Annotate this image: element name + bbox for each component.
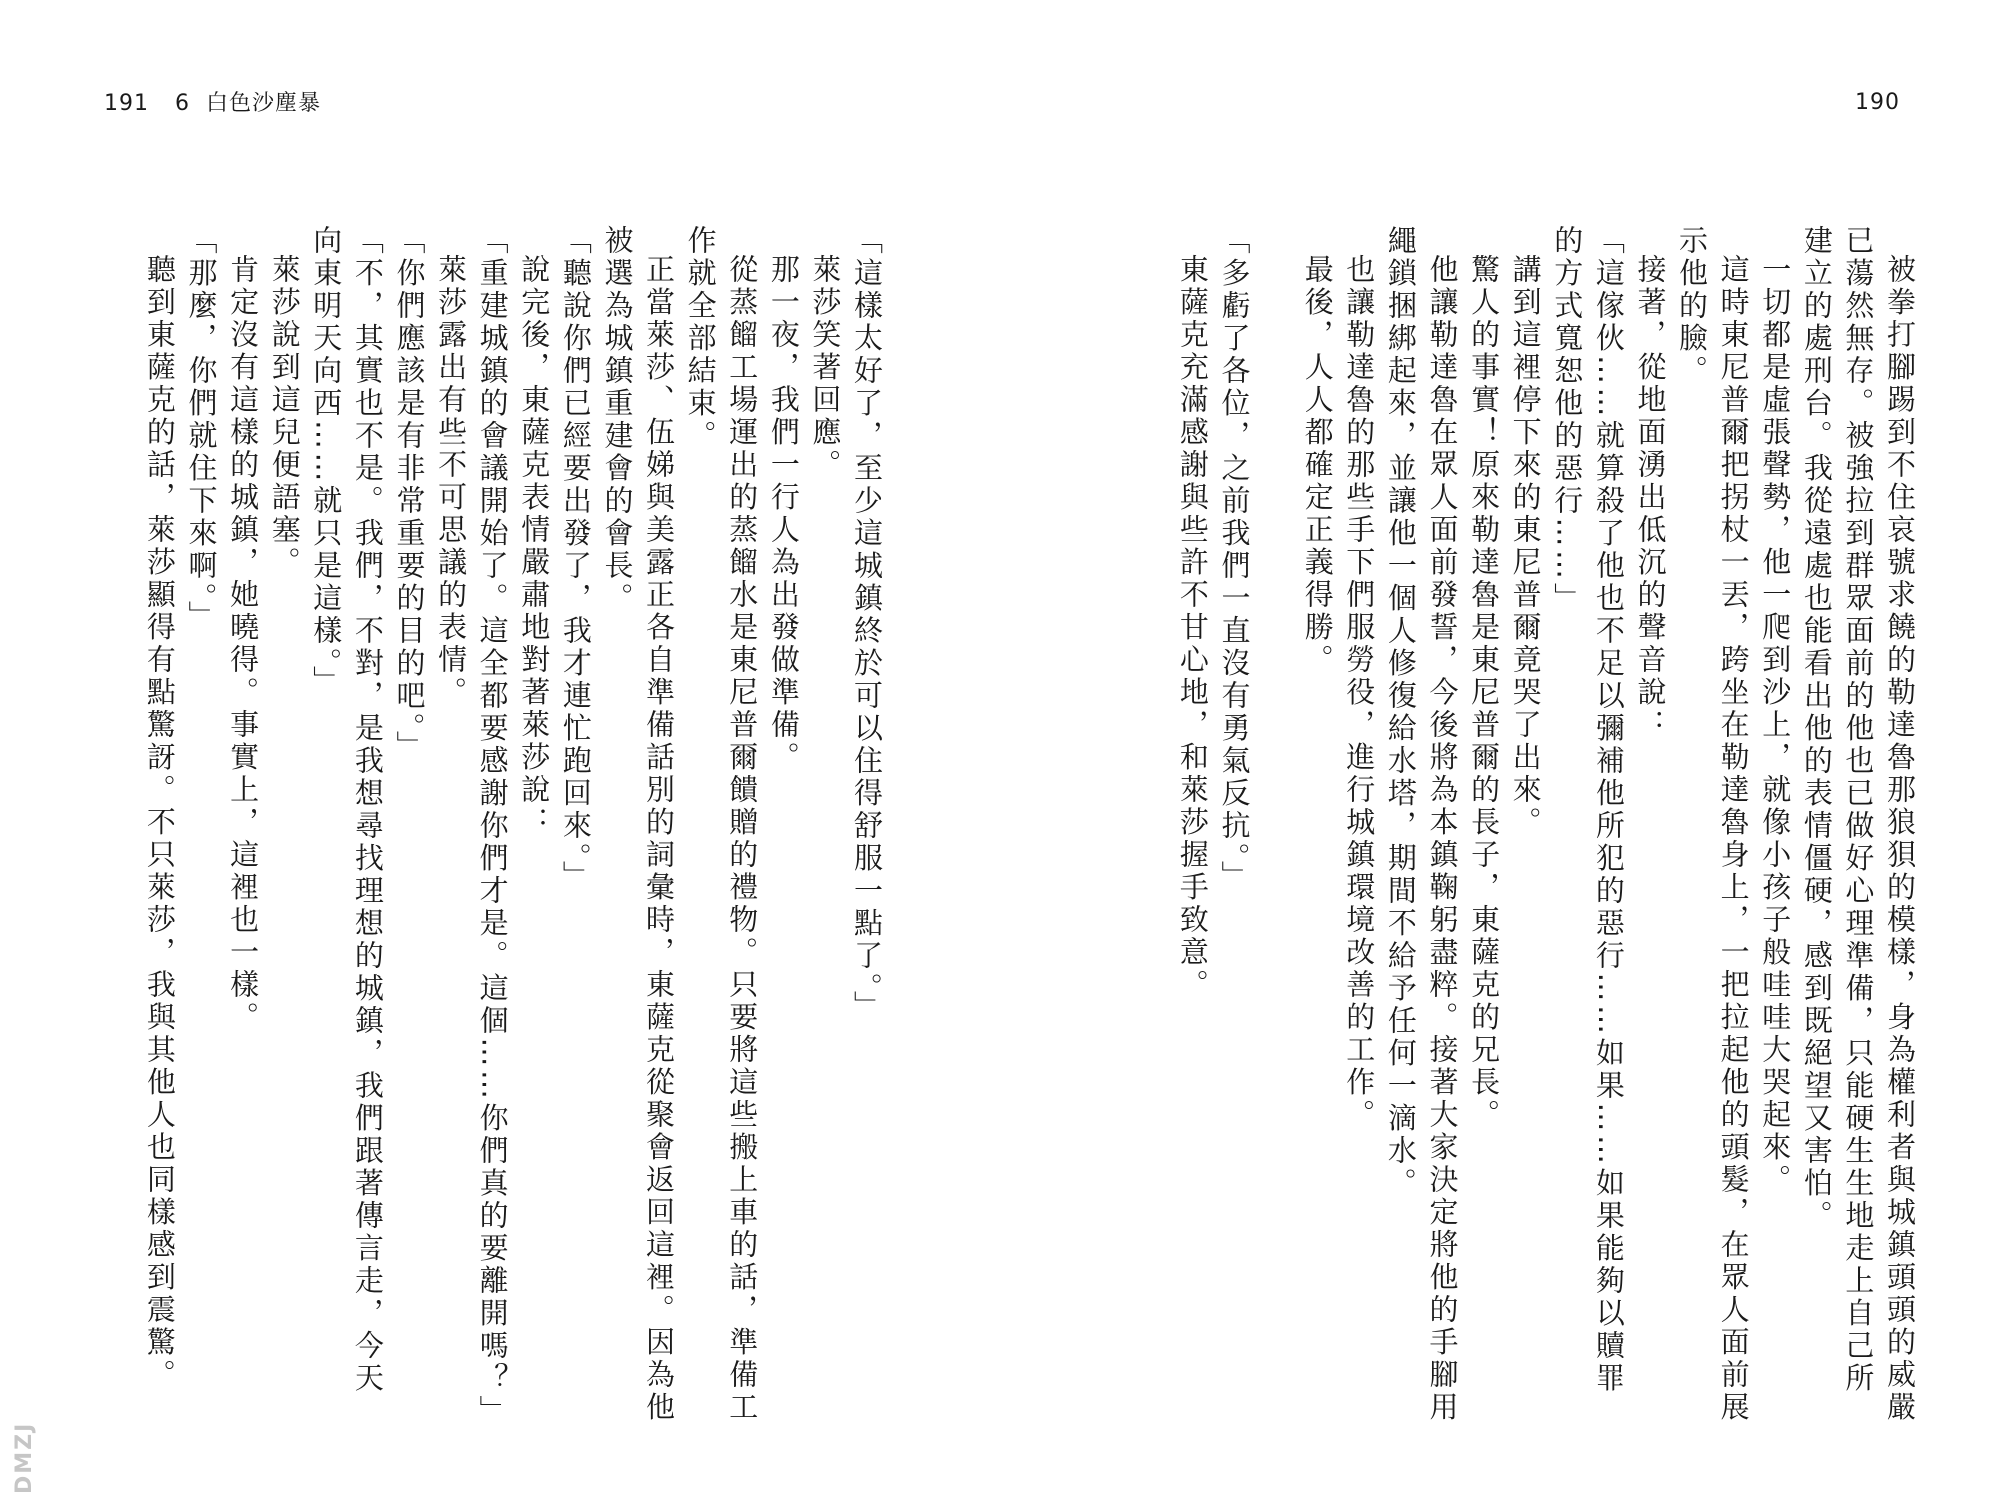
dialogue-paragraph: 「多虧了各位，之前我們一直沒有勇氣反抗。」 (1217, 225, 1252, 893)
text-paragraph: 那一夜，我們一行人為出發做準備。 (766, 254, 801, 774)
text-paragraph: 肯定沒有這樣的城鎮，她曉得。事實上，這裡也一樣。 (226, 254, 261, 1034)
text-paragraph: 他讓勒達魯在眾人面前發誓，今後將為本鎮鞠躬盡粹。接著大家決定將他的手腳用繩鎖捆綁起來，並讓他一個人修復給水塔，期間不給予任何一滴水。 (1383, 225, 1460, 1424)
dialogue-paragraph: 「這傢伙……就算殺了他也不足以彌補他所犯的惡行……如果……如果能夠以贖罪的方式寬恕他的惡行……」 (1550, 225, 1626, 1395)
dialogue-paragraph: 「不，其實也不是。我們，不對，是我想尋找理想的城鎮，我們跟著傳言走，今天向東明天向西……就只是這樣。」 (309, 225, 385, 1395)
dialogue-paragraph: 「那麼，你們就住下來啊。」 (184, 225, 219, 633)
text-paragraph: 萊莎露出有些不可思議的表情。 (434, 254, 469, 709)
dialogue-paragraph: 「這樣太好了，至少這城鎮終於可以住得舒服一點了。」 (850, 225, 884, 1023)
text-paragraph: 東薩克充滿感謝與些許不甘心地，和萊莎握手致意。 (1175, 254, 1210, 1002)
left-page-number: 191 (104, 91, 149, 116)
watermark-logo: DMZJ (12, 1421, 37, 1494)
blank-line (1255, 225, 1297, 1425)
text-paragraph: 驚人的事實！原來勒達魯是東尼普爾的長子，東薩克的兄長。 (1467, 254, 1502, 1132)
left-page-body (47, 225, 887, 1428)
text-paragraph: 聽到東薩克的話，萊莎顯得有點驚訝。不只萊莎，我與其他人也同樣感到震驚。 (142, 254, 177, 1392)
dialogue-paragraph: 「重建城鎮的會議開始了。這全都要感謝你們才是。這個……你們真的要離開嗎？」 (475, 225, 510, 1428)
text-paragraph: 說完後，東薩克表情嚴肅地對著萊莎說： (517, 254, 552, 839)
text-paragraph: 講到這裡停下來的東尼普爾竟哭了出來。 (1508, 254, 1543, 839)
text-paragraph: 一切都是虛張聲勢，他一爬到沙上，就像小孩子般哇哇大哭起來。 (1758, 254, 1793, 1197)
chapter-number: 6 (175, 91, 190, 116)
right-page-body (1080, 225, 1920, 1425)
dialogue-paragraph: 「聽說你們已經要出發了，我才連忙跑回來。」 (558, 225, 593, 893)
text-paragraph: 正當萊莎、伍娣與美露正各自準備話別的詞彙時，東薩克從聚會返回這裡。因為他被選為城鎮重建會的會長。 (600, 225, 677, 1424)
text-paragraph: 最後，人人都確定正義得勝。 (1300, 254, 1335, 677)
chapter-title: 白色沙塵暴 (206, 91, 322, 116)
dialogue-paragraph: 「你們應該是有非常重要的目的吧。」 (392, 225, 427, 763)
text-paragraph: 萊莎笑著回應。 (808, 254, 843, 482)
text-paragraph: 這時東尼普爾把拐杖一丟，跨坐在勒達魯身上，一把拉起他的頭髮，在眾人面前展示他的臉。 (1675, 225, 1751, 1424)
left-page-header (104, 86, 321, 117)
text-paragraph: 萊莎說到這兒便語塞。 (267, 254, 302, 579)
right-page-number: 190 (1855, 90, 1900, 115)
text-paragraph: 接著，從地面湧出低沉的聲音說： (1633, 254, 1668, 742)
text-paragraph: 也讓勒達魯的那些手下們服勞役，進行城鎮環境改善的工作。 (1342, 254, 1377, 1132)
text-paragraph: 從蒸餾工場運出的蒸餾水是東尼普爾饋贈的禮物。只要將這些搬上車的話，準備工作就全部結束。 (683, 225, 760, 1424)
text-paragraph: 被拳打腳踢到不住哀號求饒的勒達魯那狼狽的模樣，身為權利者與城鎮頭頭的威嚴已蕩然無存。被強拉到群眾面前的他也已做好心理準備，只能硬生生地走上自己所建立的處刑台。我從遠處也能看出他的表情僵硬，感到既絕望又害怕。 (1799, 225, 1917, 1424)
